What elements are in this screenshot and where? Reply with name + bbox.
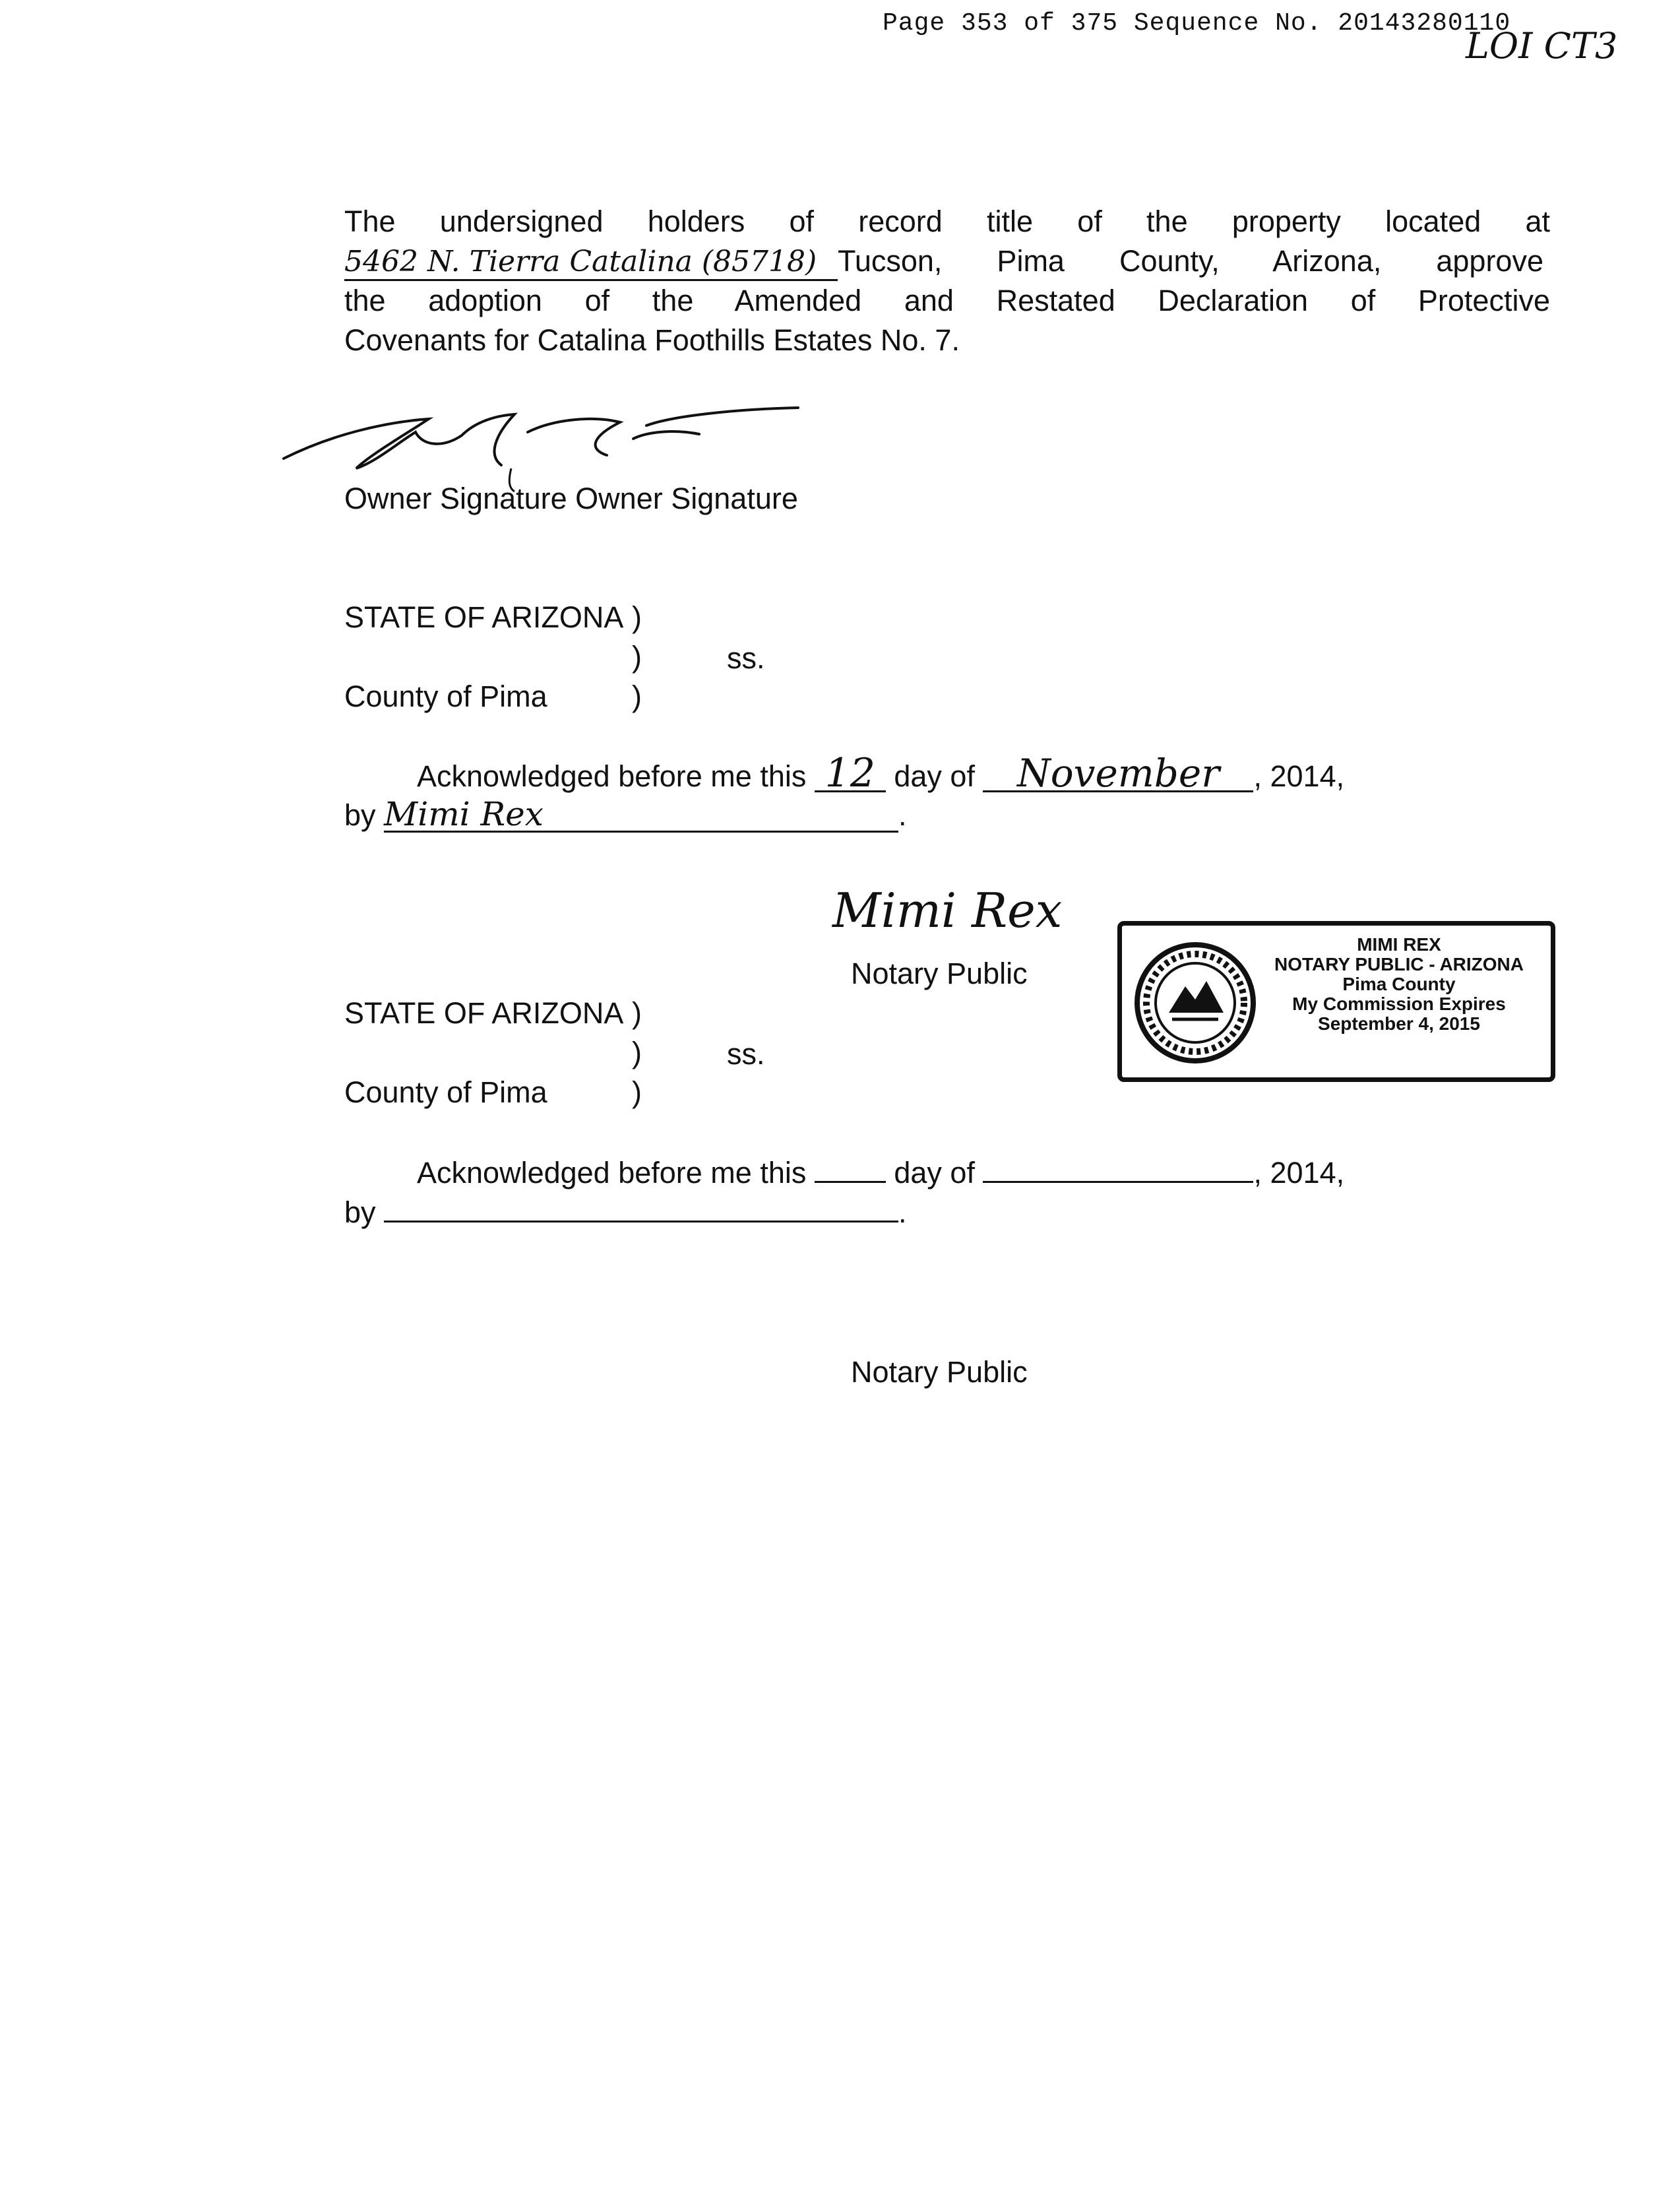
- venue1-ss: ss.: [727, 641, 765, 675]
- ack1-line: [417, 750, 1345, 796]
- ack2-day-of: day of: [894, 1156, 975, 1190]
- venue2-paren-2: ): [632, 1036, 642, 1069]
- stamp-county: Pima County: [1342, 974, 1456, 994]
- handwritten-address: 5462 N. Tierra Catalina (85718): [344, 245, 838, 281]
- notary-stamp: [1117, 921, 1555, 1082]
- notary2-label: Notary Public: [851, 1355, 1028, 1389]
- venue2-state: STATE OF ARIZONA: [344, 996, 624, 1030]
- ack1-by-line: [344, 796, 907, 835]
- venue2-ss: ss.: [727, 1037, 765, 1071]
- ack1-name: Mimi Rex: [384, 798, 898, 833]
- intro-line-2-tail: Tucson, Pima County, Arizona, approve: [838, 244, 1543, 278]
- venue2-paren-3: ): [632, 1075, 642, 1109]
- ack1-year: , 2014,: [1253, 759, 1345, 793]
- ack1-end: .: [898, 798, 907, 832]
- stamp-title: NOTARY PUBLIC - ARIZONA: [1274, 954, 1524, 974]
- stamp-name: MIMI REX: [1357, 934, 1441, 955]
- handwritten-note: LOI CT3: [1466, 25, 1618, 67]
- ack2-year: , 2014,: [1253, 1156, 1345, 1190]
- ack1-month: November: [983, 756, 1253, 792]
- venue1-paren-2: ): [632, 640, 642, 674]
- stamp-expires: September 4, 2015: [1318, 1013, 1480, 1034]
- venue1-paren-3: ): [632, 680, 642, 713]
- ack2-line: [417, 1152, 1344, 1193]
- intro-line-3: the adoption of the Amended and Restated Declaration of Protective: [344, 284, 1550, 317]
- intro-line-2: [344, 241, 1550, 281]
- intro-line-1: The undersigned holders of record title of the property located at: [344, 205, 1550, 238]
- ack2-end: .: [898, 1195, 907, 1229]
- ack1-by: by: [344, 798, 376, 832]
- venue2-county: County of Pima: [344, 1075, 547, 1109]
- notary1-label: Notary Public: [851, 957, 1028, 990]
- venue1-paren-1: ): [632, 600, 642, 634]
- page-sequence-header: Page 353 of 375 Sequence No. 20143280110: [883, 9, 1511, 38]
- stamp-commission: My Commission Expires: [1292, 994, 1506, 1014]
- ack2-month-blank: [983, 1152, 1253, 1183]
- ack2-by: by: [344, 1195, 376, 1229]
- ack2-by-line: [344, 1191, 907, 1232]
- owner-signature-label: Owner Signature Owner Signature: [344, 482, 798, 515]
- ack2-prefix: Acknowledged before me this: [417, 1156, 807, 1190]
- intro-line-4: Covenants for Catalina Foothills Estates No. 7.: [344, 323, 960, 357]
- venue1-state: STATE OF ARIZONA: [344, 600, 624, 634]
- venue1-county: County of Pima: [344, 680, 547, 713]
- venue2-paren-1: ): [632, 996, 642, 1030]
- ack2-day-blank: [815, 1152, 886, 1183]
- ack1-day: 12: [815, 756, 886, 792]
- arizona-seal-icon: [1133, 940, 1258, 1065]
- ack1-day-of: day of: [894, 759, 975, 793]
- ack2-name-blank: [384, 1191, 898, 1223]
- notary1-signature: Mimi Rex: [832, 883, 1063, 938]
- ack1-prefix: Acknowledged before me this: [417, 759, 807, 793]
